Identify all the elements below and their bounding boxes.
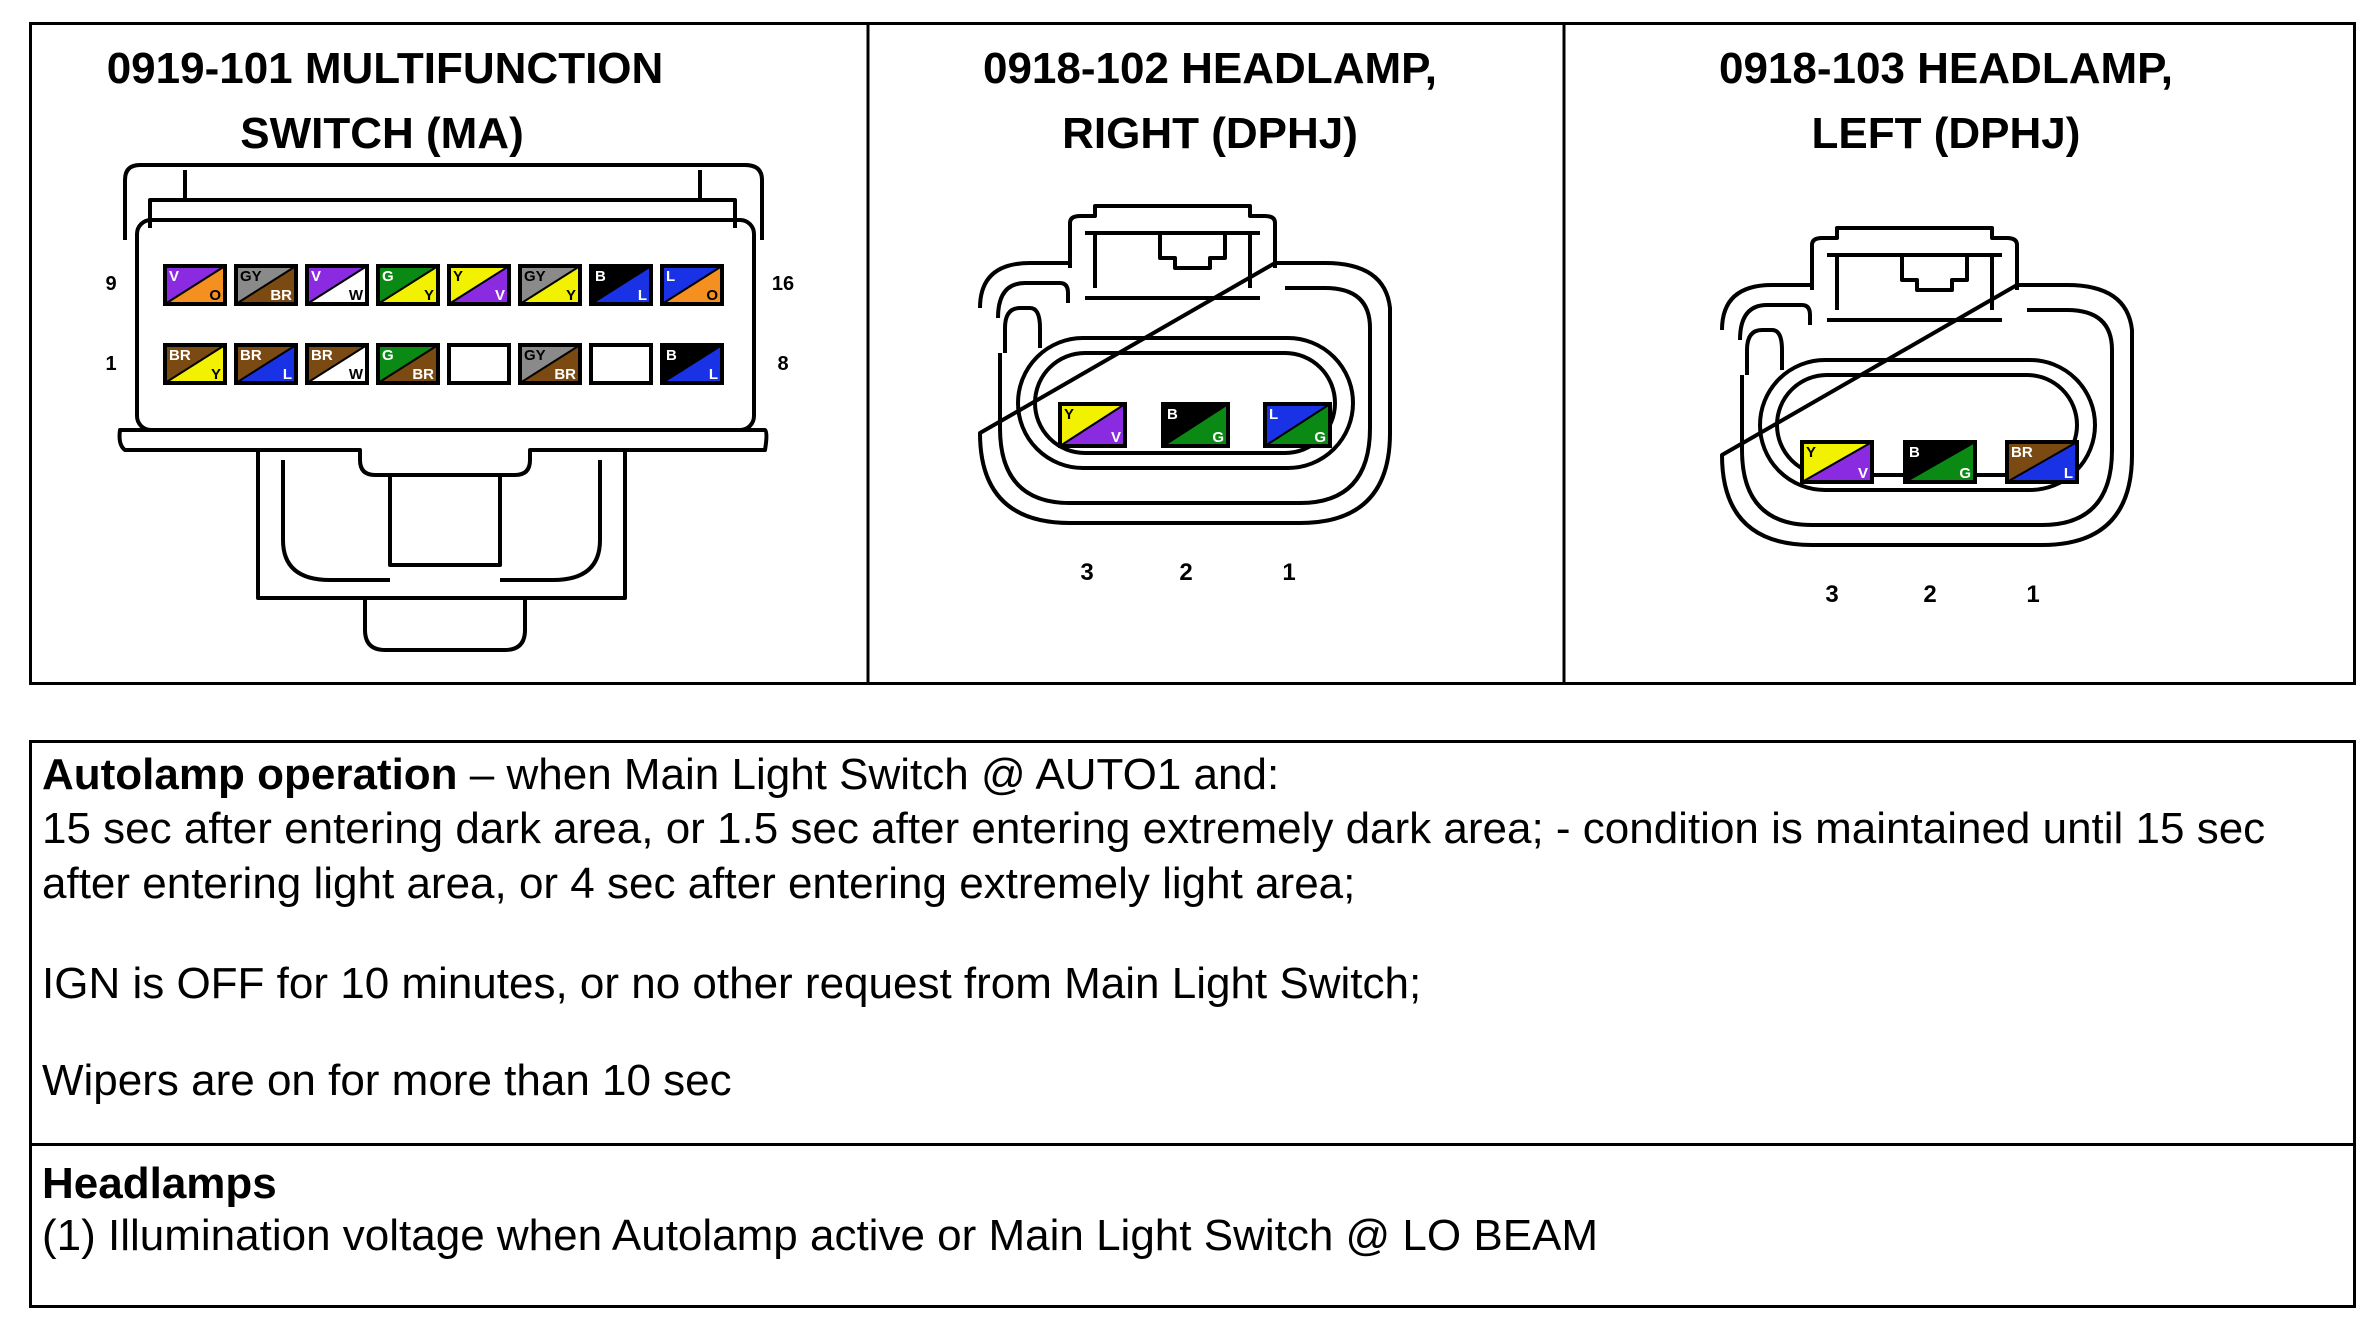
wire-stripe-code: L	[708, 366, 718, 383]
mfs-cavity-top-3	[307, 266, 367, 304]
mfs-cavity-bottom-5	[449, 345, 509, 383]
mfs-cavity-top-2	[236, 266, 296, 304]
autolamp-heading: Autolamp operation	[42, 750, 458, 799]
pin-label-16: 16	[771, 273, 795, 295]
wire-stripe-code: G	[1959, 465, 1971, 482]
wire-color-code: Y	[1064, 406, 1075, 423]
wire-stripe-code: L	[282, 366, 292, 383]
housing-rim-tabs	[185, 170, 700, 200]
connector-1-title-line2: SWITCH (MA)	[240, 109, 524, 158]
latch-frame	[258, 450, 625, 598]
mfs-cavity-top-4	[378, 266, 438, 304]
wire-stripe-code: G	[1212, 429, 1224, 446]
latch-right-arc	[500, 460, 600, 580]
latch-left-arc	[283, 460, 390, 580]
latch-tab	[365, 598, 525, 650]
wire-stripe-code: Y	[565, 287, 576, 304]
headlamp-left-pin-2	[1905, 442, 1975, 482]
wire-color-code: Y	[453, 268, 464, 285]
headlamp-connector-3	[1722, 228, 2132, 545]
wire-stripe-code: BR	[270, 287, 292, 304]
housing-flange	[120, 430, 767, 475]
headlamp-right-pin-number-3: 3	[1080, 559, 1094, 586]
wire-stripe-code: BR	[554, 366, 576, 383]
wire-stripe-code: G	[1314, 429, 1326, 446]
headlamp-left-pin-number-3: 3	[1825, 581, 1839, 608]
shell-inner-right	[1742, 310, 2112, 525]
housing-body	[137, 220, 754, 430]
wire-color-code: B	[1167, 406, 1178, 423]
headlamp-left-pin-number-1: 1	[2026, 581, 2040, 608]
wire-color-code: GY	[240, 268, 262, 285]
connector-1-title-line1: 0919-101 MULTIFUNCTION	[106, 44, 664, 93]
headlamps-heading	[42, 1158, 2343, 1210]
wire-stripe-code: L	[637, 287, 647, 304]
headlamp-left-pin-1	[2007, 442, 2077, 482]
mfs-cavity-top-1	[165, 266, 225, 304]
headlamps-heading-text: Headlamps	[42, 1159, 277, 1208]
connector-3-title-line1: 0918-103 HEADLAMP,	[1718, 44, 2174, 93]
wire-stripe-code: V	[1110, 429, 1121, 446]
headlamps-note: (1) Illumination voltage when Autolamp active or Main Light Switch @ LO BEAM	[42, 1211, 1599, 1260]
mfs-cavity-bottom-8	[662, 345, 722, 383]
mfs-cavity-top-5	[449, 266, 509, 304]
wire-stripe-code: Y	[210, 366, 221, 383]
autolamp-condition-2: IGN is OFF for 10 minutes, or no other request from Main Light Switch;	[42, 959, 1422, 1008]
wire-stripe-code: O	[209, 287, 221, 304]
mfs-cavity-bottom-7	[591, 345, 651, 383]
autolamp-condition-3: Wipers are on for more than 10 sec	[42, 1056, 732, 1105]
wire-color-code: GY	[524, 347, 546, 364]
headlamps-section	[32, 1146, 2353, 1308]
headlamp-connector-2	[980, 206, 1390, 523]
wire-color-code: L	[666, 268, 676, 285]
empty-cavity	[449, 345, 509, 383]
autolamp-header-line	[42, 749, 2343, 801]
headlamp-right-pin-number-2: 2	[1179, 559, 1193, 586]
empty-cavity	[591, 345, 651, 383]
wire-color-code: BR	[169, 347, 191, 364]
wire-color-code: L	[1269, 406, 1279, 423]
pin-label-1: 1	[105, 353, 117, 375]
headlamp-right-pin-1	[1265, 404, 1330, 446]
wire-color-code: B	[1909, 444, 1920, 461]
wire-stripe-code: W	[348, 287, 363, 304]
mfs-cavity-bottom-1	[165, 345, 225, 383]
wire-color-code: G	[382, 268, 394, 285]
wire-color-code: BR	[240, 347, 262, 364]
connector-2-title-line1: 0918-102 HEADLAMP,	[982, 44, 1438, 93]
housing-top-rim	[150, 200, 735, 228]
mfs-cavity-bottom-3	[307, 345, 367, 383]
autolamp-section	[32, 743, 2353, 1146]
notes-panel	[29, 740, 2356, 1308]
mfs-cavity-bottom-2	[236, 345, 296, 383]
mfs-cavity-top-6	[520, 266, 580, 304]
mfs-cavity-bottom-6	[520, 345, 580, 383]
headlamp-right-pin-number-1: 1	[1282, 559, 1296, 586]
wire-color-code: B	[595, 268, 606, 285]
wire-stripe-code: V	[494, 287, 505, 304]
wire-stripe-code: V	[1857, 465, 1868, 482]
wire-color-code: V	[169, 268, 180, 285]
housing-top-hood	[125, 165, 762, 240]
shell-hook	[1747, 330, 1782, 375]
wire-stripe-code: O	[706, 287, 718, 304]
shell-outer	[1722, 285, 2132, 545]
wire-color-code: BR	[311, 347, 333, 364]
wire-color-code: V	[311, 268, 322, 285]
wire-color-code: GY	[524, 268, 546, 285]
shell-hook	[1005, 308, 1040, 353]
latch-notch	[1160, 233, 1225, 268]
pin-label-9: 9	[105, 273, 117, 295]
mfs-cavity-bottom-4	[378, 345, 438, 383]
autolamp-intro: – when Main Light Switch @ AUTO1 and:	[457, 750, 1280, 799]
latch-inner	[390, 475, 500, 565]
headlamp-right-pin-3	[1060, 404, 1125, 446]
wire-color-code: Y	[1806, 444, 1817, 461]
mfs-cavity-top-8	[662, 266, 722, 304]
wire-color-code: BR	[2011, 444, 2033, 461]
shell-inner-right	[1000, 288, 1370, 503]
wire-stripe-code: W	[348, 366, 363, 383]
wire-stripe-code: Y	[423, 287, 434, 304]
headlamp-right-pin-2	[1163, 404, 1228, 446]
wire-color-code: B	[666, 347, 677, 364]
mfs-cavity-top-7	[591, 266, 651, 304]
headlamp-left-pin-3	[1802, 442, 1872, 482]
latch-notch	[1902, 255, 1967, 290]
shell-outer	[980, 263, 1390, 523]
pin-label-8: 8	[777, 353, 789, 375]
wire-color-code: G	[382, 347, 394, 364]
headlamp-left-pin-number-2: 2	[1923, 581, 1937, 608]
autolamp-condition-1: 15 sec after entering dark area, or 1.5 sec after entering extremely dark area; - condition is maintained until 15 sec after entering light area, or 4 sec after entering extremely light area;	[42, 804, 2266, 908]
wire-stripe-code: BR	[412, 366, 434, 383]
connector-3-title-line2: LEFT (DPHJ)	[1811, 109, 2081, 158]
wire-stripe-code: L	[2063, 465, 2073, 482]
connector-2-title-line2: RIGHT (DPHJ)	[1062, 109, 1358, 158]
